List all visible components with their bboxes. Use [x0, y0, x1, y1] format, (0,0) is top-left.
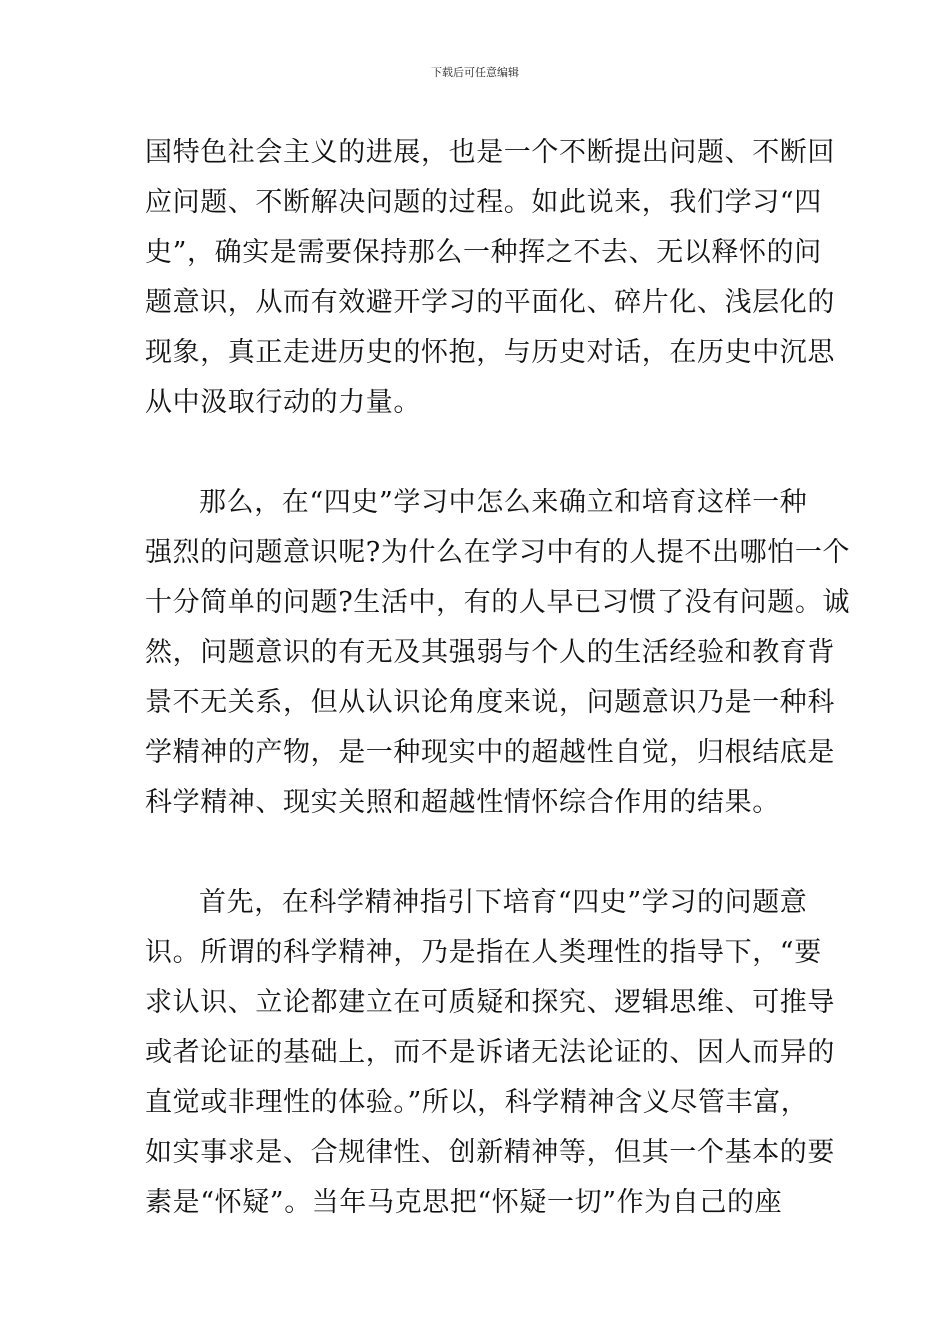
page-header: 下载后可任意编辑 [431, 66, 519, 79]
text-line: 十分简单的问题?生活中，有的人早已习惯了没有问题。诚 [145, 587, 851, 618]
paragraph-gap [145, 828, 810, 878]
text-line: 应问题、不断解决问题的过程。如此说来，我们学习“四 [145, 187, 822, 218]
text-line: 现象，真正走进历史的怀抱，与历史对话，在历史中沉思 [145, 337, 835, 368]
text-line: 从中汲取行动的力量。 [145, 387, 421, 418]
paragraph-3 [145, 878, 835, 1228]
text-line: 那么，在“四史”学习中怎么来确立和培育这样一种 [199, 487, 808, 518]
paragraph-gap [145, 428, 810, 478]
document-body [145, 128, 851, 1228]
text-line: 识。所谓的科学精神，乃是指在人类理性的指导下，“要 [145, 937, 822, 968]
text-line: 史”，确实是需要保持那么一种挥之不去、无以释怀的问 [145, 237, 822, 268]
text-line: 如实事求是、合规律性、创新精神等，但其一个基本的要 [145, 1137, 835, 1168]
text-line: 强烈的问题意识呢?为什么在学习中有的人提不出哪怕一个 [145, 537, 851, 568]
text-line: 求认识、立论都建立在可质疑和探究、逻辑思维、可推导 [145, 987, 835, 1018]
paragraph-2 [145, 478, 851, 828]
text-line: 或者论证的基础上，而不是诉诸无法论证的、因人而异的 [145, 1037, 835, 1068]
text-line: 首先，在科学精神指引下培育“四史”学习的问题意 [199, 887, 808, 918]
text-line: 国特色社会主义的进展，也是一个不断提出问题、不断回 [145, 137, 835, 168]
text-line: 然，问题意识的有无及其强弱与个人的生活经验和教育背 [145, 637, 835, 668]
text-line: 素是“怀疑”。当年马克思把“怀疑一切”作为自己的座 [145, 1187, 783, 1218]
text-line: 学精神的产物，是一种现实中的超越性自觉，归根结底是 [145, 737, 835, 768]
text-line: 题意识，从而有效避开学习的平面化、碎片化、浅层化的 [145, 287, 835, 318]
text-line: 直觉或非理性的体验。”所以，科学精神含义尽管丰富， [145, 1087, 809, 1118]
text-line: 科学精神、现实关照和超越性情怀综合作用的结果。 [145, 787, 780, 818]
text-line: 景不无关系，但从认识论角度来说，问题意识乃是一种科 [145, 687, 835, 718]
paragraph-1 [145, 128, 835, 428]
